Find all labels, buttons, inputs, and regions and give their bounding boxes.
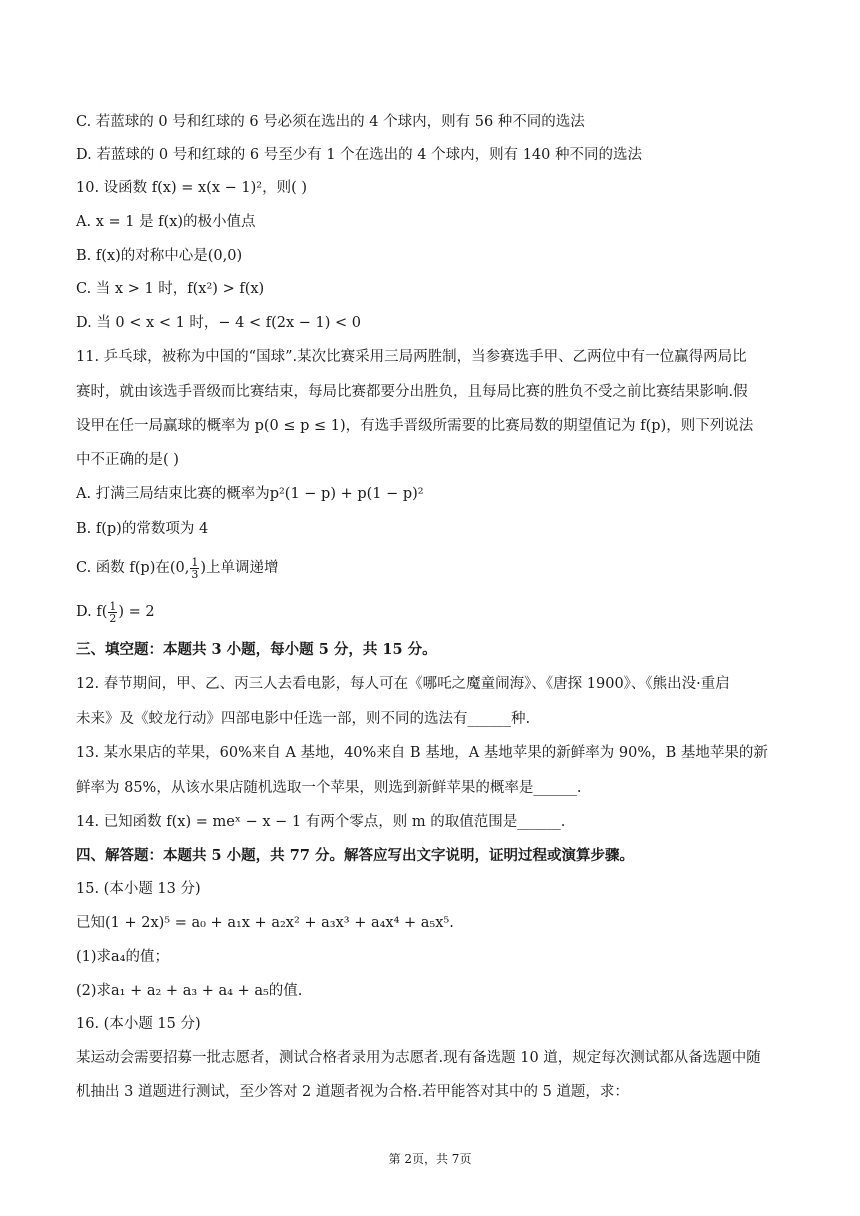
fraction-numerator: 1 (109, 599, 117, 613)
question-11-line-1: 11. 乒乓球，被称为中国的“国球”.某次比赛采用三局两胜制，当参赛选手甲、乙两位中有一位赢得两局比 (76, 349, 747, 365)
question-15-part-1: (1)求a₄的值； (76, 949, 169, 965)
fraction-denominator: 3 (191, 567, 199, 581)
option-11d (76, 599, 155, 625)
fraction-one-half (108, 601, 117, 624)
question-14: 14. 已知函数 f(x) = meˣ − x − 1 有两个零点，则 m 的取值范围是______. (76, 814, 566, 830)
question-11-line-2: 赛时，就由该选手晋级而比赛结束，每局比赛都要分出胜负，且每局比赛的胜负不受之前比赛结果影响.假 (76, 384, 748, 400)
option-11c-text-b: )上单调递增 (200, 560, 279, 576)
option-9d: D. 若蓝球的 0 号和红球的 6 号至少有 1 个在选出的 4 个球内，则有 140 种不同的选法 (76, 147, 642, 163)
question-10: 10. 设函数 f(x) = x(x − 1)²，则( ) (76, 180, 308, 196)
question-12-line-2: 未来》及《蛟龙行动》四部电影中任选一部，则不同的选法有______种. (76, 711, 531, 727)
section-heading-answer: 四、解答题：本题共 5 小题，共 77 分。解答应写出文字说明，证明过程或演算步骤。 (76, 847, 634, 864)
section-heading-fill-blank: 三、填空题：本题共 3 小题，每小题 5 分，共 15 分。 (76, 641, 437, 658)
question-12-line-1: 12. 春节期间，甲、乙、丙三人去看电影，每人可在《哪吒之魔童闹海》、《唐探 1900》、《熊出没·重启 (76, 676, 730, 692)
option-11a: A. 打满三局结束比赛的概率为p²(1 − p) + p(1 − p)² (76, 486, 424, 502)
option-10d: D. 当 0 < x < 1 时，− 4 < f(2x − 1) < 0 (76, 315, 362, 331)
question-16-line-2: 机抽出 3 道题进行测试，至少答对 2 道题者视为合格.若甲能答对其中的 5 道题，求： (76, 1084, 629, 1100)
option-10c: C. 当 x > 1 时，f(x²) > f(x) (76, 281, 265, 297)
question-11-line-3: 设甲在任一局赢球的概率为 p(0 ≤ p ≤ 1)，有选手晋级所需要的比赛局数的期望值记为 f(p)，则下列说法 (76, 418, 754, 434)
option-11c-text-a: C. 函数 f(p)在(0, (76, 560, 190, 576)
question-13-line-1: 13. 某水果店的苹果，60%来自 A 基地，40%来自 B 基地，A 基地苹果的新鲜率为 90%，B 基地苹果的新 (76, 745, 768, 761)
fraction-numerator: 1 (191, 555, 199, 569)
option-10b: B. f(x)的对称中心是(0,0) (76, 248, 243, 264)
question-13-line-2: 鲜率为 85%，从该水果店随机选取一个苹果，则选到新鲜苹果的概率是______. (76, 780, 582, 796)
option-11d-text-b: ) = 2 (118, 604, 155, 620)
question-15-part-2: (2)求a₁ + a₂ + a₃ + a₄ + a₅的值. (76, 983, 303, 999)
fraction-one-third (190, 557, 199, 580)
fraction-denominator: 2 (109, 611, 117, 625)
option-11c (76, 555, 279, 581)
option-11b: B. f(p)的常数项为 4 (76, 521, 209, 537)
question-11-line-4: 中不正确的是( ) (76, 452, 179, 468)
question-16-header: 16. (本小题 15 分) (76, 1016, 201, 1032)
question-16-line-1: 某运动会需要招募一批志愿者，测试合格者录用为志愿者.现有备选题 10 道，规定每次测试都从备选题中随 (76, 1050, 761, 1066)
question-15-header: 15. (本小题 13 分) (76, 881, 201, 897)
option-11d-text-a: D. f( (76, 604, 108, 620)
page-footer: 第 2页，共 7页 (388, 1152, 472, 1166)
option-9c: C. 若蓝球的 0 号和红球的 6 号必须在选出的 4 个球内，则有 56 种不同的选法 (76, 114, 585, 130)
option-10a: A. x = 1 是 f(x)的极小值点 (76, 214, 256, 230)
question-15-stem: 已知(1 + 2x)⁵ = a₀ + a₁x + a₂x² + a₃x³ + a₄x⁴ + a₅x⁵. (76, 915, 454, 931)
